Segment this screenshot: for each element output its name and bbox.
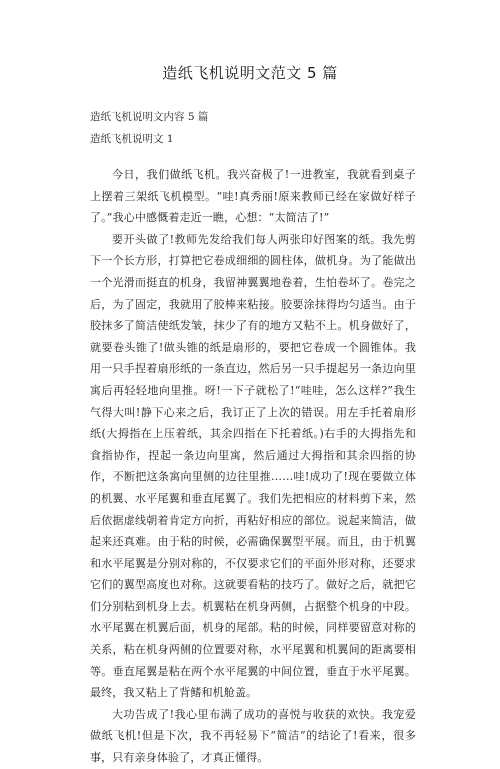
document-title: 造纸飞机说明文范文 5 篇: [162, 64, 338, 82]
paragraph-2: 要开头做了!教师先发给我们每人两张印好图案的纸。我先剪下一个长方形，打算把它卷成细细的圆柱体，做机身。为了能做出一个光滑而挺直的机身，我留神翼翼地卷着，生怕卷坏了。卷完之后，为了固定，我就用了胶棒来粘接。胶要涂抹得均匀适当。由于胶抹多了简洁使纸发皱，抹少了有的地方又粘不上。机身做好了，就要卷头锥了!做头锥的纸是扇形的，要把它卷成一个圆锥体。我用一只手捏着扇形纸的一条直边，然后另一只手提起另一条边向里寓后再轻轻地向里推。呀!一下子就松了!“哇哇，怎么这样?”我生气得大叫!静下心来之后，我订正了上次的错误。用左手托着扇形纸(大拇指在上压着纸，其余四指在下托着纸。)右手的大拇指先和食指协作，捏起一条边向里寓，然后通过大拇指和其余四指的协作，不断把这条寓向里侧的边往里推……哇!成功了!现在要做立体的机翼、水平尾翼和垂直尾翼了。我们先把相应的材料剪下来，然后依据虚线朝着肯定方向折，再粘好相应的部位。说起来简洁，做起来还真难。由于粘的时候，必需确保翼型平展。而且，由于机翼和水平尾翼是分别对称的，不仅要求它们的平面外形对称，还要求它们的翼型高度也对称。这就要看粘的技巧了。做好之后，就把它们分别粘到机身上去。机翼粘在机身两侧，占据整个机身的中段。水平尾翼在机翼后面，机身的尾部。粘的时候，同样要留意对称的关系，粘在机身两侧的位置要对称，水平尾翼和机翼间的距离要相等。垂直尾翼是粘在两个水平尾翼的中间位置，垂直于水平尾翼。最终，我又粘上了背鳍和机舱盖。: [90, 232, 416, 700]
document-subtitle: 造纸飞机说明文内容 5 篇: [90, 111, 209, 123]
document-body: [90, 164, 416, 769]
paragraph-3: 大功告成了!我心里布满了成功的喜悦与收获的欢快。我宠爱做纸飞机!但是下次，我不再轻易下“简洁”的结论了!看来，很多事，只有亲身体验了，才真正懂得。: [90, 707, 416, 765]
section-heading: 造纸飞机说明文 1: [90, 133, 174, 145]
paragraph-1: 今日，我们做纸飞机。我兴奋极了!一进教室，我就看到桌子上摆着三架纸飞机模型。“哇!真秀丽!原来教师已经在家做好样子了。”我心中感慨着走近一瞧，心想：“太简洁了!”: [90, 168, 416, 225]
